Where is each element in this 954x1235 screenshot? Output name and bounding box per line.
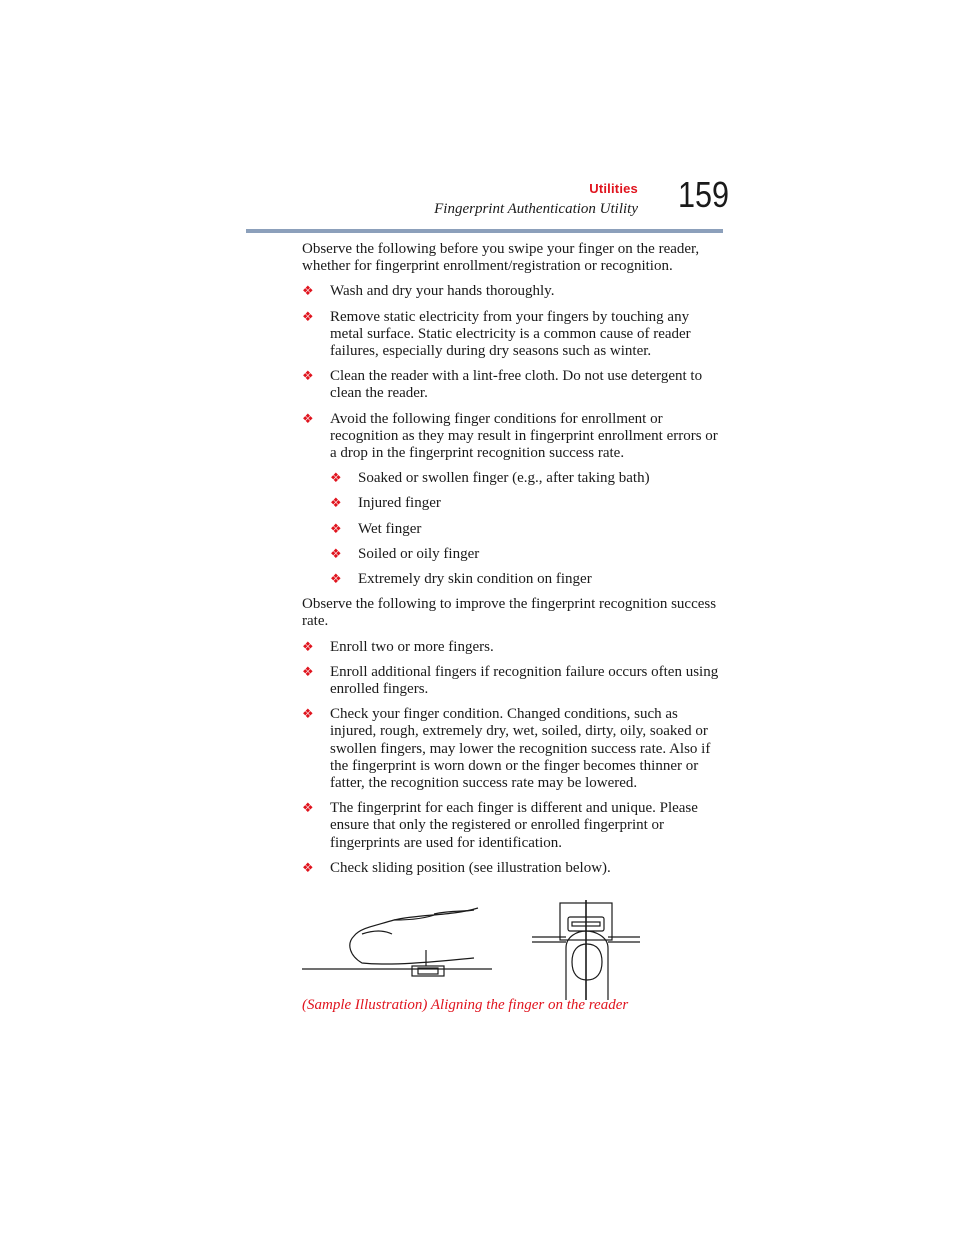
bullet-icon: ❖ bbox=[302, 369, 314, 385]
list-item bbox=[302, 800, 722, 852]
header-section: Utilities bbox=[589, 181, 638, 196]
bullet-icon: ❖ bbox=[302, 860, 314, 876]
page-number: 159 bbox=[678, 174, 730, 215]
bullet-icon: ❖ bbox=[330, 496, 342, 512]
list-item bbox=[302, 309, 722, 361]
list-item bbox=[330, 546, 722, 563]
list-item bbox=[330, 571, 722, 588]
finger-alignment-illustration bbox=[302, 900, 642, 1000]
list-item-text: Wash and dry your hands thoroughly. bbox=[330, 283, 555, 300]
list-item bbox=[302, 664, 722, 698]
list-item-text: Soiled or oily finger bbox=[358, 545, 480, 562]
intro-paragraph-2: Observe the following to improve the fingerprint recognition success rate. bbox=[302, 596, 717, 630]
list-item-text: Check your finger condition. Changed conditions, such as injured, rough, extremely dry, wet, soiled, dirty, oily, soaked or swollen fingers, may lower the recognition success rate. Also if the fingerprint is worn down or the finger becomes thinner or fatter, the recognition success rate may be lowered. bbox=[330, 706, 711, 792]
header-rule bbox=[246, 229, 723, 233]
bullet-icon: ❖ bbox=[330, 546, 342, 562]
list-item bbox=[302, 860, 722, 877]
bullet-icon: ❖ bbox=[302, 411, 314, 427]
finger-conditions-list bbox=[330, 470, 722, 588]
list-item bbox=[330, 495, 722, 512]
list-item-text: Enroll additional fingers if recognition failure occurs often using enrolled fingers. bbox=[330, 663, 719, 698]
header-subtitle: Fingerprint Authentication Utility bbox=[434, 201, 638, 217]
finger-crease bbox=[434, 910, 474, 914]
intro-paragraph-1: Observe the following before you swipe your finger on the reader, whether for fingerprint enrollment/registration or recognition. bbox=[302, 241, 700, 275]
list-item bbox=[302, 706, 722, 792]
improvement-list bbox=[302, 639, 722, 877]
precautions-list bbox=[302, 283, 722, 462]
fingertip-pad bbox=[572, 944, 602, 980]
bullet-icon: ❖ bbox=[330, 471, 342, 487]
list-item-text: Avoid the following finger conditions for enrollment or recognition as they may result in fingerprint enrollment errors or a drop in the fingerprint recognition success rate. bbox=[330, 410, 718, 462]
list-item bbox=[302, 368, 722, 402]
bullet-icon: ❖ bbox=[302, 664, 314, 680]
finger-side-view bbox=[302, 908, 492, 976]
list-item bbox=[302, 283, 722, 300]
list-item-text: The fingerprint for each finger is different and unique. Please ensure that only the registered or enrolled fingerprint or fingerprints are used for identification. bbox=[330, 800, 698, 851]
illustration-caption: (Sample Illustration) Aligning the finger on the reader bbox=[302, 997, 629, 1013]
bullet-icon: ❖ bbox=[330, 572, 342, 588]
list-item-text: Injured finger bbox=[358, 495, 441, 512]
bullet-icon: ❖ bbox=[302, 801, 314, 817]
list-item-text: Soaked or swollen finger (e.g., after taking bath) bbox=[358, 470, 650, 487]
list-item-text: Check sliding position (see illustration below). bbox=[330, 859, 611, 876]
bullet-icon: ❖ bbox=[302, 309, 314, 325]
list-item-text: Remove static electricity from your fingers by touching any metal surface. Static electricity is a common cause of reader failures, especially during dry seasons such as winter. bbox=[330, 308, 691, 360]
list-item-text: Extremely dry skin condition on finger bbox=[358, 571, 592, 588]
finger-front-view bbox=[532, 900, 640, 1000]
finger-outline bbox=[350, 908, 478, 964]
fingernail bbox=[362, 931, 392, 934]
bullet-icon: ❖ bbox=[302, 707, 314, 723]
bullet-icon: ❖ bbox=[302, 284, 314, 300]
list-item bbox=[302, 639, 722, 656]
list-item-text: Enroll two or more fingers. bbox=[330, 638, 494, 655]
list-item-text: Wet finger bbox=[358, 520, 422, 537]
list-item bbox=[330, 470, 722, 487]
list-item-text: Clean the reader with a lint-free cloth. Do not use detergent to clean the reader. bbox=[330, 368, 703, 402]
list-item bbox=[330, 521, 722, 538]
list-item bbox=[302, 411, 722, 463]
content bbox=[302, 241, 722, 885]
bullet-icon: ❖ bbox=[302, 639, 314, 655]
bullet-icon: ❖ bbox=[330, 521, 342, 537]
